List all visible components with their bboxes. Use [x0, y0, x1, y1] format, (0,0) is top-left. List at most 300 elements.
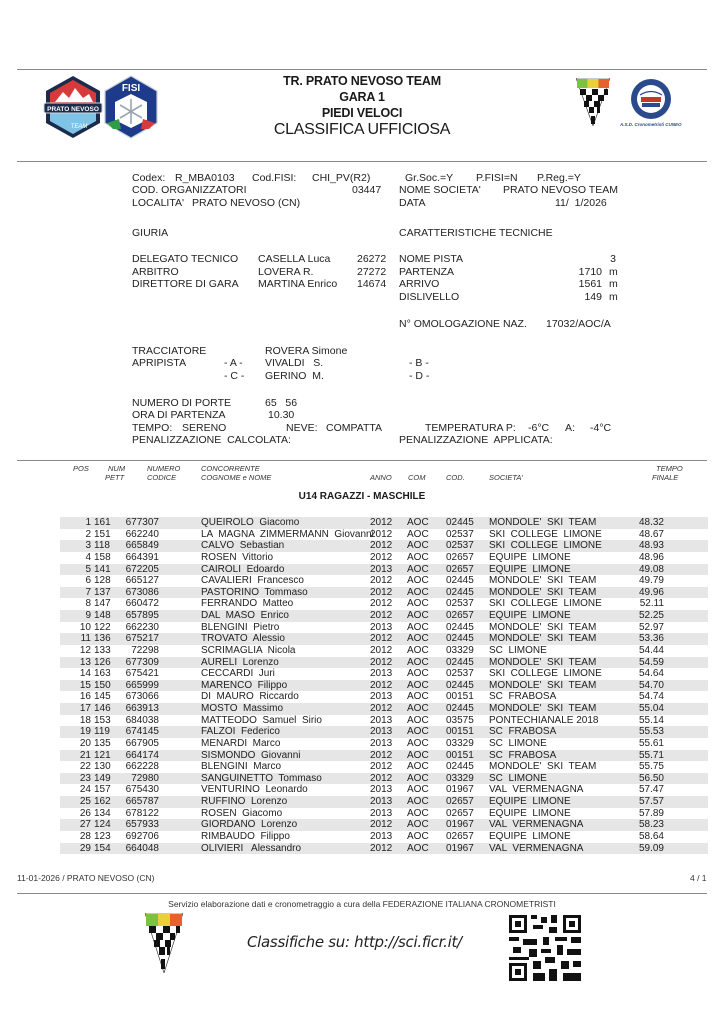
apripista-label: APRIPISTA — [132, 357, 187, 369]
cell-bib: 121 — [94, 749, 111, 761]
header-tempo: TEMPO — [656, 464, 683, 473]
cell-club: MONDOLE' SKI TEAM — [489, 586, 597, 598]
cell-committee: AOC — [407, 598, 429, 610]
cell-committee: AOC — [407, 842, 429, 854]
cell-pos: 29 — [79, 842, 91, 854]
tecnica-value: 149 — [584, 291, 602, 303]
cell-pos: 4 — [85, 551, 91, 563]
cell-name: SCRIMAGLIA Nicola — [201, 644, 296, 656]
cell-code: 662240 — [125, 528, 159, 540]
cell-code: 677309 — [125, 656, 159, 668]
porte-value: 65 56 — [265, 397, 298, 409]
cell-time: 52.97 — [638, 621, 664, 633]
cell-club-code: 02657 — [446, 830, 474, 842]
footer-rule — [17, 893, 707, 894]
grsoc-flag: Gr.Soc.=Y — [405, 172, 454, 184]
footer-date-location: 11-01-2026 / PRATO NEVOSO (CN) — [17, 873, 155, 883]
cell-committee: AOC — [407, 679, 429, 691]
cell-bib: 126 — [94, 656, 111, 668]
table-row — [60, 773, 708, 785]
cell-name: TROVATO Alessio — [201, 633, 285, 645]
table-row — [60, 750, 708, 762]
cell-code: 672205 — [125, 563, 159, 575]
cell-club-code: 02445 — [446, 621, 474, 633]
neve-value: COMPATTA — [326, 422, 382, 434]
cell-name: FALZOI Federico — [201, 726, 280, 738]
cell-pos: 15 — [79, 679, 91, 691]
cell-time: 55.04 — [638, 703, 664, 714]
cell-club: SC LIMONE — [489, 737, 547, 749]
fic-logo — [576, 78, 610, 126]
cell-name: CAIROLI Edoardo — [201, 563, 285, 575]
cell-pos: 24 — [79, 784, 91, 796]
cell-club: SKI COLLEGE LIMONE — [489, 668, 602, 680]
caratteristiche-label: CARATTERISTICHE TECNICHE — [399, 227, 553, 239]
cell-committee: AOC — [407, 644, 429, 656]
penalizzazione-calcolata-label: PENALIZZAZIONE CALCOLATA: — [132, 434, 291, 446]
cell-bib: 158 — [94, 551, 111, 563]
codex-label: Codex: — [132, 172, 166, 184]
cell-time: 55.61 — [638, 737, 664, 749]
table-row — [60, 610, 708, 622]
cell-name: PASTORINO Tommaso — [201, 586, 308, 598]
cell-code: 675430 — [125, 784, 159, 796]
tracciatore-value: ROVERA Simone — [265, 345, 348, 357]
tecnica-label: NOME PISTA — [399, 253, 463, 265]
cell-time: 55.75 — [638, 761, 664, 773]
cell-bib: 163 — [94, 668, 111, 680]
temperatura-partenza: -6°C — [528, 422, 550, 434]
cell-name: FERRANDO Matteo — [201, 598, 294, 610]
cell-time: 53.36 — [638, 633, 664, 645]
cell-bib: 134 — [94, 807, 111, 819]
table-row — [60, 738, 708, 750]
cell-year: 2012 — [370, 586, 393, 598]
cell-year: 2012 — [370, 633, 393, 645]
cell-pos: 1 — [85, 517, 91, 528]
cell-committee: AOC — [407, 714, 429, 726]
cell-committee: AOC — [407, 540, 429, 552]
tecnica-value: 1561 — [578, 278, 602, 290]
tecnica-unit: m — [609, 278, 618, 290]
cell-bib: 149 — [94, 772, 111, 784]
cod-org-label: COD. ORGANIZZATORI — [132, 184, 247, 196]
cell-time: 56.50 — [638, 772, 664, 784]
cronometristi-cuneo-logo — [630, 78, 672, 120]
cell-code: 663913 — [125, 703, 159, 714]
cell-code: 665127 — [125, 575, 159, 587]
cell-time: 54.74 — [638, 691, 664, 703]
cell-time: 55.53 — [638, 726, 664, 738]
localita-label: LOCALITA' — [132, 197, 184, 209]
cell-time: 58.23 — [638, 819, 664, 831]
giuria-name: CASELLA Luca — [258, 253, 331, 265]
cell-code: 677307 — [125, 517, 159, 528]
cell-name: SANGUINETTO Tommaso — [201, 772, 322, 784]
data-value: 11/ 1/2026 — [555, 197, 607, 209]
cell-bib: 153 — [94, 714, 111, 726]
page-number: 4 / 1 — [690, 873, 707, 883]
omologazione-label: N° OMOLOGAZIONE NAZ. — [399, 318, 527, 330]
ora-label: ORA DI PARTENZA — [132, 409, 226, 421]
cell-year: 2013 — [370, 830, 393, 842]
cronometristi-caption: A.S.D. Cronometristi CUNEO — [620, 122, 682, 127]
cell-pos: 2 — [85, 528, 91, 540]
cell-pos: 6 — [85, 575, 91, 587]
penalizzazione-applicata-label: PENALIZZAZIONE APPLICATA: — [399, 434, 553, 446]
cell-club-code: 02537 — [446, 528, 474, 540]
cell-bib: 154 — [94, 842, 111, 854]
cell-code: 675421 — [125, 668, 159, 680]
cell-name: GIORDANO Lorenzo — [201, 819, 298, 831]
classifiche-link[interactable]: Classifiche su: http://sci.ficr.it/ — [247, 933, 462, 951]
header-anno: ANNO — [370, 473, 392, 482]
cell-year: 2012 — [370, 772, 393, 784]
cell-club: EQUIPE LIMONE — [489, 830, 571, 842]
table-row — [60, 784, 708, 796]
cell-committee: AOC — [407, 796, 429, 807]
table-row — [60, 703, 708, 715]
apripista-slot: - D - — [409, 370, 430, 382]
cell-time: 52.25 — [638, 610, 664, 621]
cell-time: 57.57 — [638, 796, 664, 807]
table-row — [60, 726, 708, 738]
cell-name: VENTURINO Leonardo — [201, 784, 308, 796]
apripista-slot: - B - — [409, 357, 429, 369]
cell-club: EQUIPE LIMONE — [489, 563, 571, 575]
cell-time: 49.96 — [638, 586, 664, 598]
cell-name: MATTEODO Samuel Sirio — [201, 714, 322, 726]
tecnica-label: PARTENZA — [399, 266, 455, 278]
cell-club: SC LIMONE — [489, 644, 547, 656]
tempo-value: SERENO — [182, 422, 227, 434]
cell-bib: 124 — [94, 819, 111, 831]
table-row — [60, 657, 708, 669]
giuria-name: LOVERA R. — [258, 266, 314, 278]
table-row — [60, 633, 708, 645]
cell-bib: 145 — [94, 691, 111, 703]
pfisi-flag: P.FISI=N — [476, 172, 518, 184]
cell-bib: 151 — [94, 528, 111, 540]
cell-club: SC FRABOSA — [489, 749, 557, 761]
header-finale: FINALE — [652, 473, 679, 482]
cell-bib: 133 — [94, 644, 111, 656]
tecnica-label: ARRIVO — [399, 278, 440, 290]
cell-name: SISMONDO Giovanni — [201, 749, 301, 761]
cell-bib: 122 — [94, 621, 111, 633]
cell-committee: AOC — [407, 668, 429, 680]
cell-code: 662228 — [125, 761, 159, 773]
omologazione-value: 17032/AOC/A — [546, 318, 611, 330]
giuria-role: ARBITRO — [132, 266, 179, 278]
cell-code: 664391 — [125, 551, 159, 563]
logo-subtext: TEAM — [70, 124, 88, 130]
header-societa: SOCIETA' — [489, 473, 523, 482]
cell-pos: 13 — [79, 656, 91, 668]
table-row — [60, 819, 708, 831]
giuria-label: GIURIA — [132, 227, 169, 239]
cell-year: 2012 — [370, 540, 393, 552]
cell-code: 675217 — [125, 633, 159, 645]
cell-club: SKI COLLEGE LIMONE — [489, 540, 602, 552]
cell-club: SKI COLLEGE LIMONE — [489, 528, 602, 540]
cell-year: 2013 — [370, 726, 393, 738]
cell-club: SC LIMONE — [489, 772, 547, 784]
cell-club-code: 02445 — [446, 517, 474, 528]
cell-club-code: 02657 — [446, 807, 474, 819]
tecnica-label: DISLIVELLO — [399, 291, 460, 303]
cell-name: AURELI Lorenzo — [201, 656, 279, 668]
cell-club-code: 02445 — [446, 575, 474, 587]
cod-org-value: 03447 — [352, 184, 382, 196]
header-num: NUM — [108, 464, 126, 473]
cell-time: 52.11 — [639, 598, 664, 610]
cell-pos: 16 — [79, 691, 91, 703]
cell-bib: 141 — [94, 563, 111, 575]
cell-committee: AOC — [407, 563, 429, 575]
cell-code: 660472 — [125, 598, 159, 610]
cell-pos: 21 — [79, 749, 91, 761]
cell-club: EQUIPE LIMONE — [489, 551, 571, 563]
cell-club: MONDOLE' SKI TEAM — [489, 761, 597, 773]
cell-club-code: 02445 — [446, 703, 474, 714]
cell-bib: 136 — [94, 633, 111, 645]
cell-name: QUEIROLO Giacomo — [201, 517, 300, 528]
cell-pos: 5 — [85, 563, 91, 575]
giuria-role: DIRETTORE DI GARA — [132, 278, 239, 290]
apripista-slot: - C - — [224, 370, 245, 382]
cell-committee: AOC — [407, 749, 429, 761]
header-numero: NUMERO — [147, 464, 181, 473]
cell-time: 55.71 — [638, 749, 664, 761]
table-row — [60, 796, 708, 808]
cell-time: 54.59 — [638, 656, 664, 668]
cell-time: 49.08 — [638, 563, 664, 575]
cell-name: LA MAGNA ZIMMERMANN Giovanni — [201, 528, 374, 540]
neve-label: NEVE: — [286, 422, 318, 434]
cell-pos: 25 — [79, 796, 91, 807]
cell-club: SC FRABOSA — [489, 726, 557, 738]
cell-year: 2013 — [370, 714, 393, 726]
cell-committee: AOC — [407, 703, 429, 714]
table-row — [60, 645, 708, 657]
cell-pos: 8 — [85, 598, 91, 610]
cell-club-code: 03329 — [446, 737, 474, 749]
cell-pos: 17 — [79, 703, 91, 714]
cell-club-code: 01967 — [446, 784, 474, 796]
race-name: GARA 1 — [339, 90, 385, 104]
cell-club: MONDOLE' SKI TEAM — [489, 517, 597, 528]
cell-time: 57.89 — [638, 807, 664, 819]
header-com: COM — [408, 473, 426, 482]
cell-bib: 146 — [94, 703, 111, 714]
cell-year: 2013 — [370, 796, 393, 807]
data-label: DATA — [399, 197, 426, 209]
cell-bib: 128 — [94, 575, 111, 587]
cell-name: RUFFINO Lorenzo — [201, 796, 288, 807]
cell-club: VAL VERMENAGNA — [489, 842, 584, 854]
table-row — [60, 564, 708, 576]
cell-pos: 20 — [79, 737, 91, 749]
cell-committee: AOC — [407, 807, 429, 819]
cell-code: 664174 — [125, 749, 159, 761]
cell-committee: AOC — [407, 656, 429, 668]
table-row — [60, 808, 708, 820]
results-table — [60, 517, 708, 854]
cell-bib: 118 — [94, 540, 110, 552]
tempo-label: TEMPO: — [132, 422, 173, 434]
cell-year: 2013 — [370, 737, 393, 749]
cell-club-code: 02537 — [446, 598, 474, 610]
cell-committee: AOC — [407, 586, 429, 598]
temperatura-arrivo: -4°C — [590, 422, 612, 434]
giuria-code: 27272 — [357, 266, 387, 278]
cell-pos: 27 — [79, 819, 91, 831]
cell-bib: 162 — [94, 796, 111, 807]
cell-club-code: 02445 — [446, 679, 474, 691]
cell-bib: 147 — [94, 598, 111, 610]
cell-code: 664048 — [125, 842, 159, 854]
cell-code: 657895 — [125, 610, 159, 621]
cell-time: 48.32 — [638, 517, 664, 528]
cell-name: CAVALIERI Francesco — [201, 575, 304, 587]
nome-soc-value: PRATO NEVOSO TEAM — [503, 184, 618, 196]
cell-club-code: 02445 — [446, 761, 474, 773]
cell-code: 678122 — [125, 807, 159, 819]
table-row — [60, 668, 708, 680]
cell-year: 2012 — [370, 610, 393, 621]
cell-club-code: 02657 — [446, 551, 474, 563]
cell-club: MONDOLE' SKI TEAM — [489, 575, 597, 587]
cell-code: 673086 — [125, 586, 159, 598]
cell-club-code: 02537 — [446, 668, 474, 680]
cell-club-code: 01967 — [446, 842, 474, 854]
cell-year: 2012 — [370, 551, 393, 563]
cell-committee: AOC — [407, 621, 429, 633]
cell-code: 665999 — [125, 679, 159, 691]
cell-club: MONDOLE' SKI TEAM — [489, 679, 597, 691]
tecnica-value: 3 — [610, 253, 616, 265]
cell-name: DAL MASO Enrico — [201, 610, 289, 621]
fic-footer-logo — [145, 913, 183, 973]
cell-club: SKI COLLEGE LIMONE — [489, 598, 602, 610]
cell-committee: AOC — [407, 575, 429, 587]
cell-committee: AOC — [407, 517, 429, 528]
cell-club: MONDOLE' SKI TEAM — [489, 621, 597, 633]
cell-year: 2012 — [370, 819, 393, 831]
cell-name: DI MAURO Riccardo — [201, 691, 299, 703]
cell-club: MONDOLE' SKI TEAM — [489, 656, 597, 668]
header-codice: CODICE — [147, 473, 177, 482]
cell-pos: 10 — [79, 621, 91, 633]
apripista-slot: - A - — [224, 357, 243, 369]
qr-code[interactable] — [507, 913, 583, 983]
tecnica-unit: m — [609, 266, 618, 278]
fisi-text: FISI — [121, 83, 141, 94]
apripista-name: GERINO M. — [265, 370, 324, 382]
cell-club: VAL VERMENAGNA — [489, 819, 584, 831]
cell-code: 667905 — [125, 737, 159, 749]
cell-year: 2012 — [370, 598, 393, 610]
cell-club-code: 02657 — [446, 796, 474, 807]
table-row — [60, 622, 708, 634]
cell-year: 2012 — [370, 656, 393, 668]
cell-name: OLIVIERI Alessandro — [201, 842, 302, 854]
cell-pos: 9 — [85, 610, 91, 621]
cell-time: 49.79 — [638, 575, 664, 587]
table-row — [60, 575, 708, 587]
cell-code: 665849 — [125, 540, 159, 552]
cell-committee: AOC — [407, 784, 429, 796]
cell-pos: 19 — [79, 726, 91, 738]
cell-year: 2013 — [370, 668, 393, 680]
cell-club-code: 00151 — [446, 749, 474, 761]
cell-pos: 18 — [79, 714, 91, 726]
cell-name: ROSEN Vittorio — [201, 551, 274, 563]
nome-soc-label: NOME SOCIETA' — [399, 184, 481, 196]
temperatura-label: TEMPERATURA P: — [425, 422, 516, 434]
cell-time: 54.64 — [638, 668, 664, 680]
classification-type: CLASSIFICA UFFICIOSA — [273, 121, 451, 138]
cell-committee: AOC — [407, 737, 429, 749]
header-rule — [17, 161, 707, 162]
cell-code: 684038 — [125, 714, 159, 726]
cell-committee: AOC — [407, 610, 429, 621]
giuria-code: 26272 — [357, 253, 387, 265]
cell-committee: AOC — [407, 830, 429, 842]
cell-club: PONTECHIANALE 2018 — [489, 714, 599, 726]
cell-name: RIMBAUDO Filippo — [201, 830, 290, 842]
localita-value: PRATO NEVOSO (CN) — [192, 197, 301, 209]
giuria-code: 14674 — [357, 278, 387, 290]
cell-bib: 148 — [94, 610, 111, 621]
category-title: U14 RAGAZZI - MASCHILE — [298, 491, 426, 502]
table-row — [60, 680, 708, 692]
cell-club-code: 02657 — [446, 563, 474, 575]
cell-club: MONDOLE' SKI TEAM — [489, 633, 597, 645]
cell-pos: 28 — [79, 830, 91, 842]
cell-club-code: 02537 — [446, 540, 474, 552]
cell-year: 2013 — [370, 691, 393, 703]
cell-committee: AOC — [407, 691, 429, 703]
cell-bib: 150 — [94, 679, 111, 691]
cell-year: 2013 — [370, 621, 393, 633]
cell-club: SC FRABOSA — [489, 691, 557, 703]
cell-committee: AOC — [407, 761, 429, 773]
table-row — [60, 598, 708, 610]
cell-name: BLENGINI Marco — [201, 761, 282, 773]
cell-committee: AOC — [407, 819, 429, 831]
cell-time: 48.93 — [638, 540, 664, 552]
cell-pos: 3 — [85, 540, 91, 552]
cell-club-code: 02445 — [446, 586, 474, 598]
codex-value: R_MBA0103 — [175, 172, 235, 184]
cell-pos: 26 — [79, 807, 91, 819]
codfisi-label: Cod.FISI: — [252, 172, 297, 184]
cell-bib: 135 — [94, 737, 111, 749]
codfisi-value: CHI_PV(R2) — [312, 172, 371, 184]
cell-bib: 130 — [94, 761, 111, 773]
table-row — [60, 540, 708, 552]
cell-time: 48.96 — [638, 551, 664, 563]
table-rule — [17, 460, 707, 461]
cell-committee: AOC — [407, 772, 429, 784]
tecnica-value: 1710 — [578, 266, 602, 278]
table-row — [60, 517, 708, 529]
giuria-role: DELEGATO TECNICO — [132, 253, 239, 265]
cell-pos: 12 — [79, 644, 91, 656]
event-title: TR. PRATO NEVOSO TEAM — [283, 74, 441, 88]
